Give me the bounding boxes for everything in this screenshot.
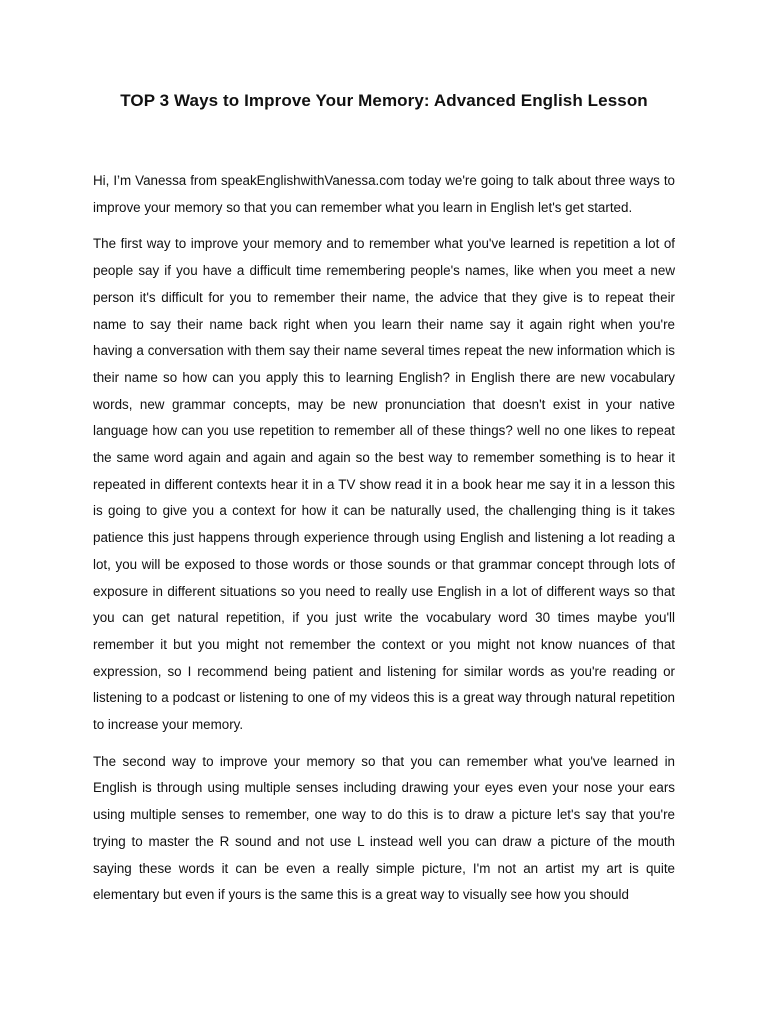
document-title: TOP 3 Ways to Improve Your Memory: Advanced English Lesson: [120, 91, 648, 110]
paragraph-intro: Hi, I’m Vanessa from speakEnglishwithVanessa.com today we're going to talk about three ways to improve your memory so that you can remember what you learn in English let's get started.: [93, 173, 675, 215]
paragraph-multiple-senses: The second way to improve your memory so that you can remember what you've learned in English is through using multiple senses including drawing your eyes even your nose your ears using multiple senses to remember, one way to do this is to draw a picture let's say that you're trying to master the R sound and not use L instead well you can draw a picture of the mouth saying these words it can be even a really simple picture, I'm not an artist my art is quite elementary but even if yours is the same this is a great way to visually see how you should: [93, 753, 675, 903]
paragraph-repetition: The first way to improve your memory and to remember what you've learned is repetition a lot of people say if you have a difficult time remembering people's names, like when you meet a new person it's difficult for you to remember their name, the advice that they give is to repeat their name to say their name back right when you learn their name say it again right when you're having a conversation with them say their name several times repeat the new information which is their name so how can you apply this to learning English? in English there are new vocabulary words, new grammar concepts, may be new pronunciation that doesn't exist in your native language how can you use repetition to remember all of these things? well no one likes to repeat the same word again and again and again so the best way to remember something is to hear it repeated in different contexts hear it in a TV show read it in a book hear me say it in a lesson this is going to give you a context for how it can be naturally used, the challenging thing is it takes patience this just happens through experience through using English and listening a lot reading a lot, you will be exposed to those words or those sounds or that grammar concept through lots of exposure in different situations so you need to really use English in a lot of different ways so that you can get natural repetition, if you just write the vocabulary word 30 times maybe you'll remember it but you might not remember the context or you might not know nuances of that expression, so I recommend being patient and listening for similar words as you're reading or listening to a podcast or listening to one of my videos this is a great way through natural repetition to increase your memory.: [93, 236, 675, 733]
document-body: [93, 168, 675, 919]
